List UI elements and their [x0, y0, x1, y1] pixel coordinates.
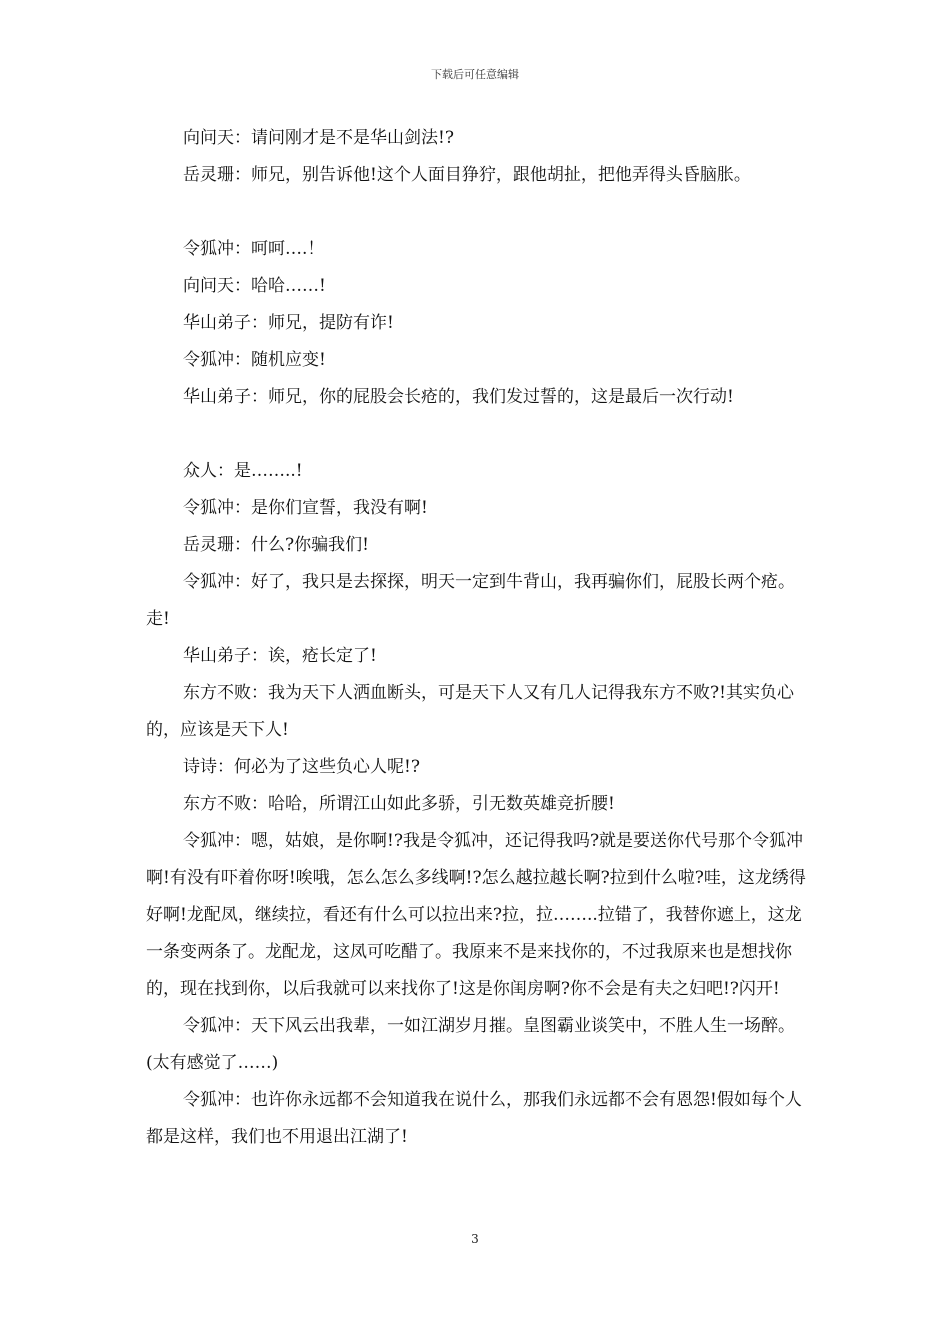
dialogue-line: 向问天：哈哈……!	[183, 276, 326, 296]
dialogue-line: 令狐冲：天下风云出我辈，一如江湖岁月摧。皇图霸业谈笑中，不胜人生一场醉。(太有感觉了……)	[146, 1016, 795, 1073]
dialogue-line: 令狐冲：也许你永远都不会知道我在说什么，那我们永远都不会有恩怨!假如每个人都是这样，我们也不用退出江湖了!	[146, 1090, 802, 1147]
dialogue-line: 诗诗：何必为了这些负心人呢!?	[183, 757, 420, 777]
dialogue-line: 华山弟子：师兄，提防有诈!	[183, 313, 394, 333]
dialogue-line: 令狐冲：嗯，姑娘，是你啊!?我是令狐冲，还记得我吗?就是要送你代号那个令狐冲啊!有没有吓着你呀!唉哦，怎么怎么多线啊!?怎么越拉越长啊?拉到什么啦?哇，这龙绣得好啊!龙配凤，继续拉，看还有什么可以拉出来?拉，拉……..拉错了，我替你遮上，这龙一条变两条了。龙配龙，这凤可吃醋了。我原来不是来找你的，不过我原来也是想找你的，现在找到你，以后我就可以来找你了!这是你闺房啊?你不会是有夫之妇吧!?闪开!	[146, 831, 806, 999]
dialogue-line: 华山弟子：诶，疮长定了!	[183, 646, 377, 666]
dialogue-line: 令狐冲：随机应变!	[183, 350, 326, 370]
dialogue-line: 令狐冲：是你们宣誓，我没有啊!	[183, 498, 428, 518]
dialogue-line: 令狐冲：呵呵….！	[183, 239, 325, 259]
dialogue-line: 众人：是……..!	[183, 461, 303, 481]
dialogue-line: 向问天：请问刚才是不是华山剑法!?	[183, 128, 454, 148]
dialogue-line: 令狐冲：好了，我只是去探探，明天一定到牛背山，我再骗你们，屁股长两个疮。走!	[146, 572, 795, 629]
dialogue-line: 岳灵珊：什么?你骗我们!	[183, 535, 369, 555]
page-number: 3	[471, 1232, 479, 1246]
dialogue-line: 华山弟子：师兄，你的屁股会长疮的，我们发过誓的，这是最后一次行动!	[183, 387, 734, 407]
document-body	[146, 120, 814, 1156]
page-header: 下载后可任意编辑	[431, 68, 519, 81]
dialogue-line: 岳灵珊：师兄，别告诉他!这个人面目狰狞，跟他胡扯，把他弄得头昏脑胀。	[183, 165, 751, 185]
dialogue-line: 东方不败：我为天下人洒血断头，可是天下人又有几人记得我东方不败?!其实负心的，应该是天下人!	[146, 683, 794, 740]
dialogue-line: 东方不败：哈哈，所谓江山如此多骄，引无数英雄竞折腰!	[183, 794, 615, 814]
